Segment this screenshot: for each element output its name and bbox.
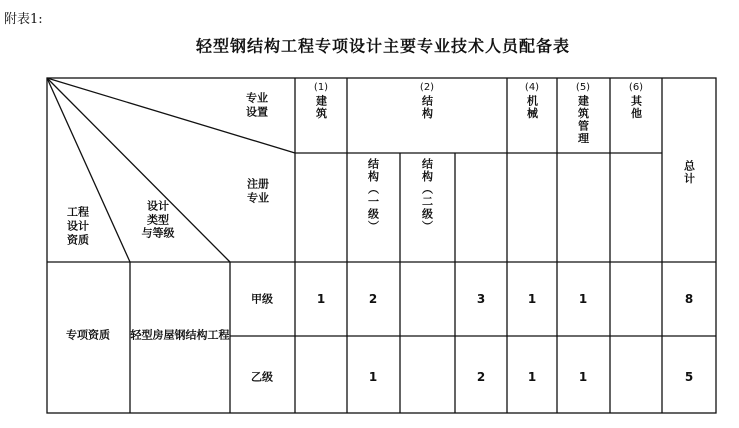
column-header-construction-management-number: (5)	[575, 82, 591, 93]
column-header-construction-management-name: 建筑管理	[576, 95, 590, 145]
column-header-architecture-name: 建筑	[314, 95, 328, 120]
corner-label-design-type-grade: 类型	[147, 213, 169, 227]
column-header-mechanical-name: 机械	[525, 95, 539, 120]
value-cell: 2	[476, 370, 486, 384]
corner-label-qualification: 设计	[67, 219, 89, 233]
subcolumn-structure-grade-2: 结构（二级）	[420, 158, 434, 233]
grade-label-class-a: 甲级	[251, 292, 273, 306]
value-cell: 1	[368, 370, 378, 384]
column-header-structure-name: 结构	[420, 95, 434, 120]
value-cell: 3	[476, 292, 486, 306]
corner-label-qualification: 工程	[67, 205, 89, 219]
corner-label-registered-specialty: 注册	[247, 177, 269, 191]
column-header-architecture-number: (1)	[313, 82, 329, 93]
corner-label-registered-specialty: 专业	[247, 191, 269, 205]
corner-label-design-type-grade: 与等级	[141, 226, 175, 240]
value-cell: 1	[578, 292, 588, 306]
total-value-cell: 5	[684, 370, 694, 384]
row-qualification-label: 专项资质	[66, 328, 110, 342]
corner-label-specialty-setting: 专业	[246, 91, 268, 105]
value-cell: 2	[368, 292, 378, 306]
column-header-structure-number: (2)	[419, 82, 435, 93]
column-header-other-number: (6)	[628, 82, 644, 93]
table-outer-border	[47, 78, 716, 413]
column-header-mechanical-number: (4)	[524, 82, 540, 93]
grade-label-class-b: 乙级	[251, 370, 273, 384]
total-value-cell: 8	[684, 292, 694, 306]
column-header-total: 总计	[682, 160, 696, 185]
column-header-other-name: 其他	[629, 95, 643, 120]
corner-label-design-type-grade: 设计	[147, 199, 169, 213]
value-cell: 1	[527, 370, 537, 384]
value-cell: 1	[527, 292, 537, 306]
document-title: 轻型钢结构工程专项设计主要专业技术人员配备表	[195, 36, 571, 56]
appendix-label: 附表1:	[4, 12, 43, 27]
corner-label-specialty-setting: 设置	[246, 105, 268, 119]
row-project-type-label: 轻型房屋钢结构工程	[130, 328, 230, 342]
value-cell: 1	[316, 292, 326, 306]
value-cell: 1	[578, 370, 588, 384]
corner-label-qualification: 资质	[67, 233, 89, 247]
subcolumn-structure-grade-1: 结构（一级）	[366, 158, 380, 233]
